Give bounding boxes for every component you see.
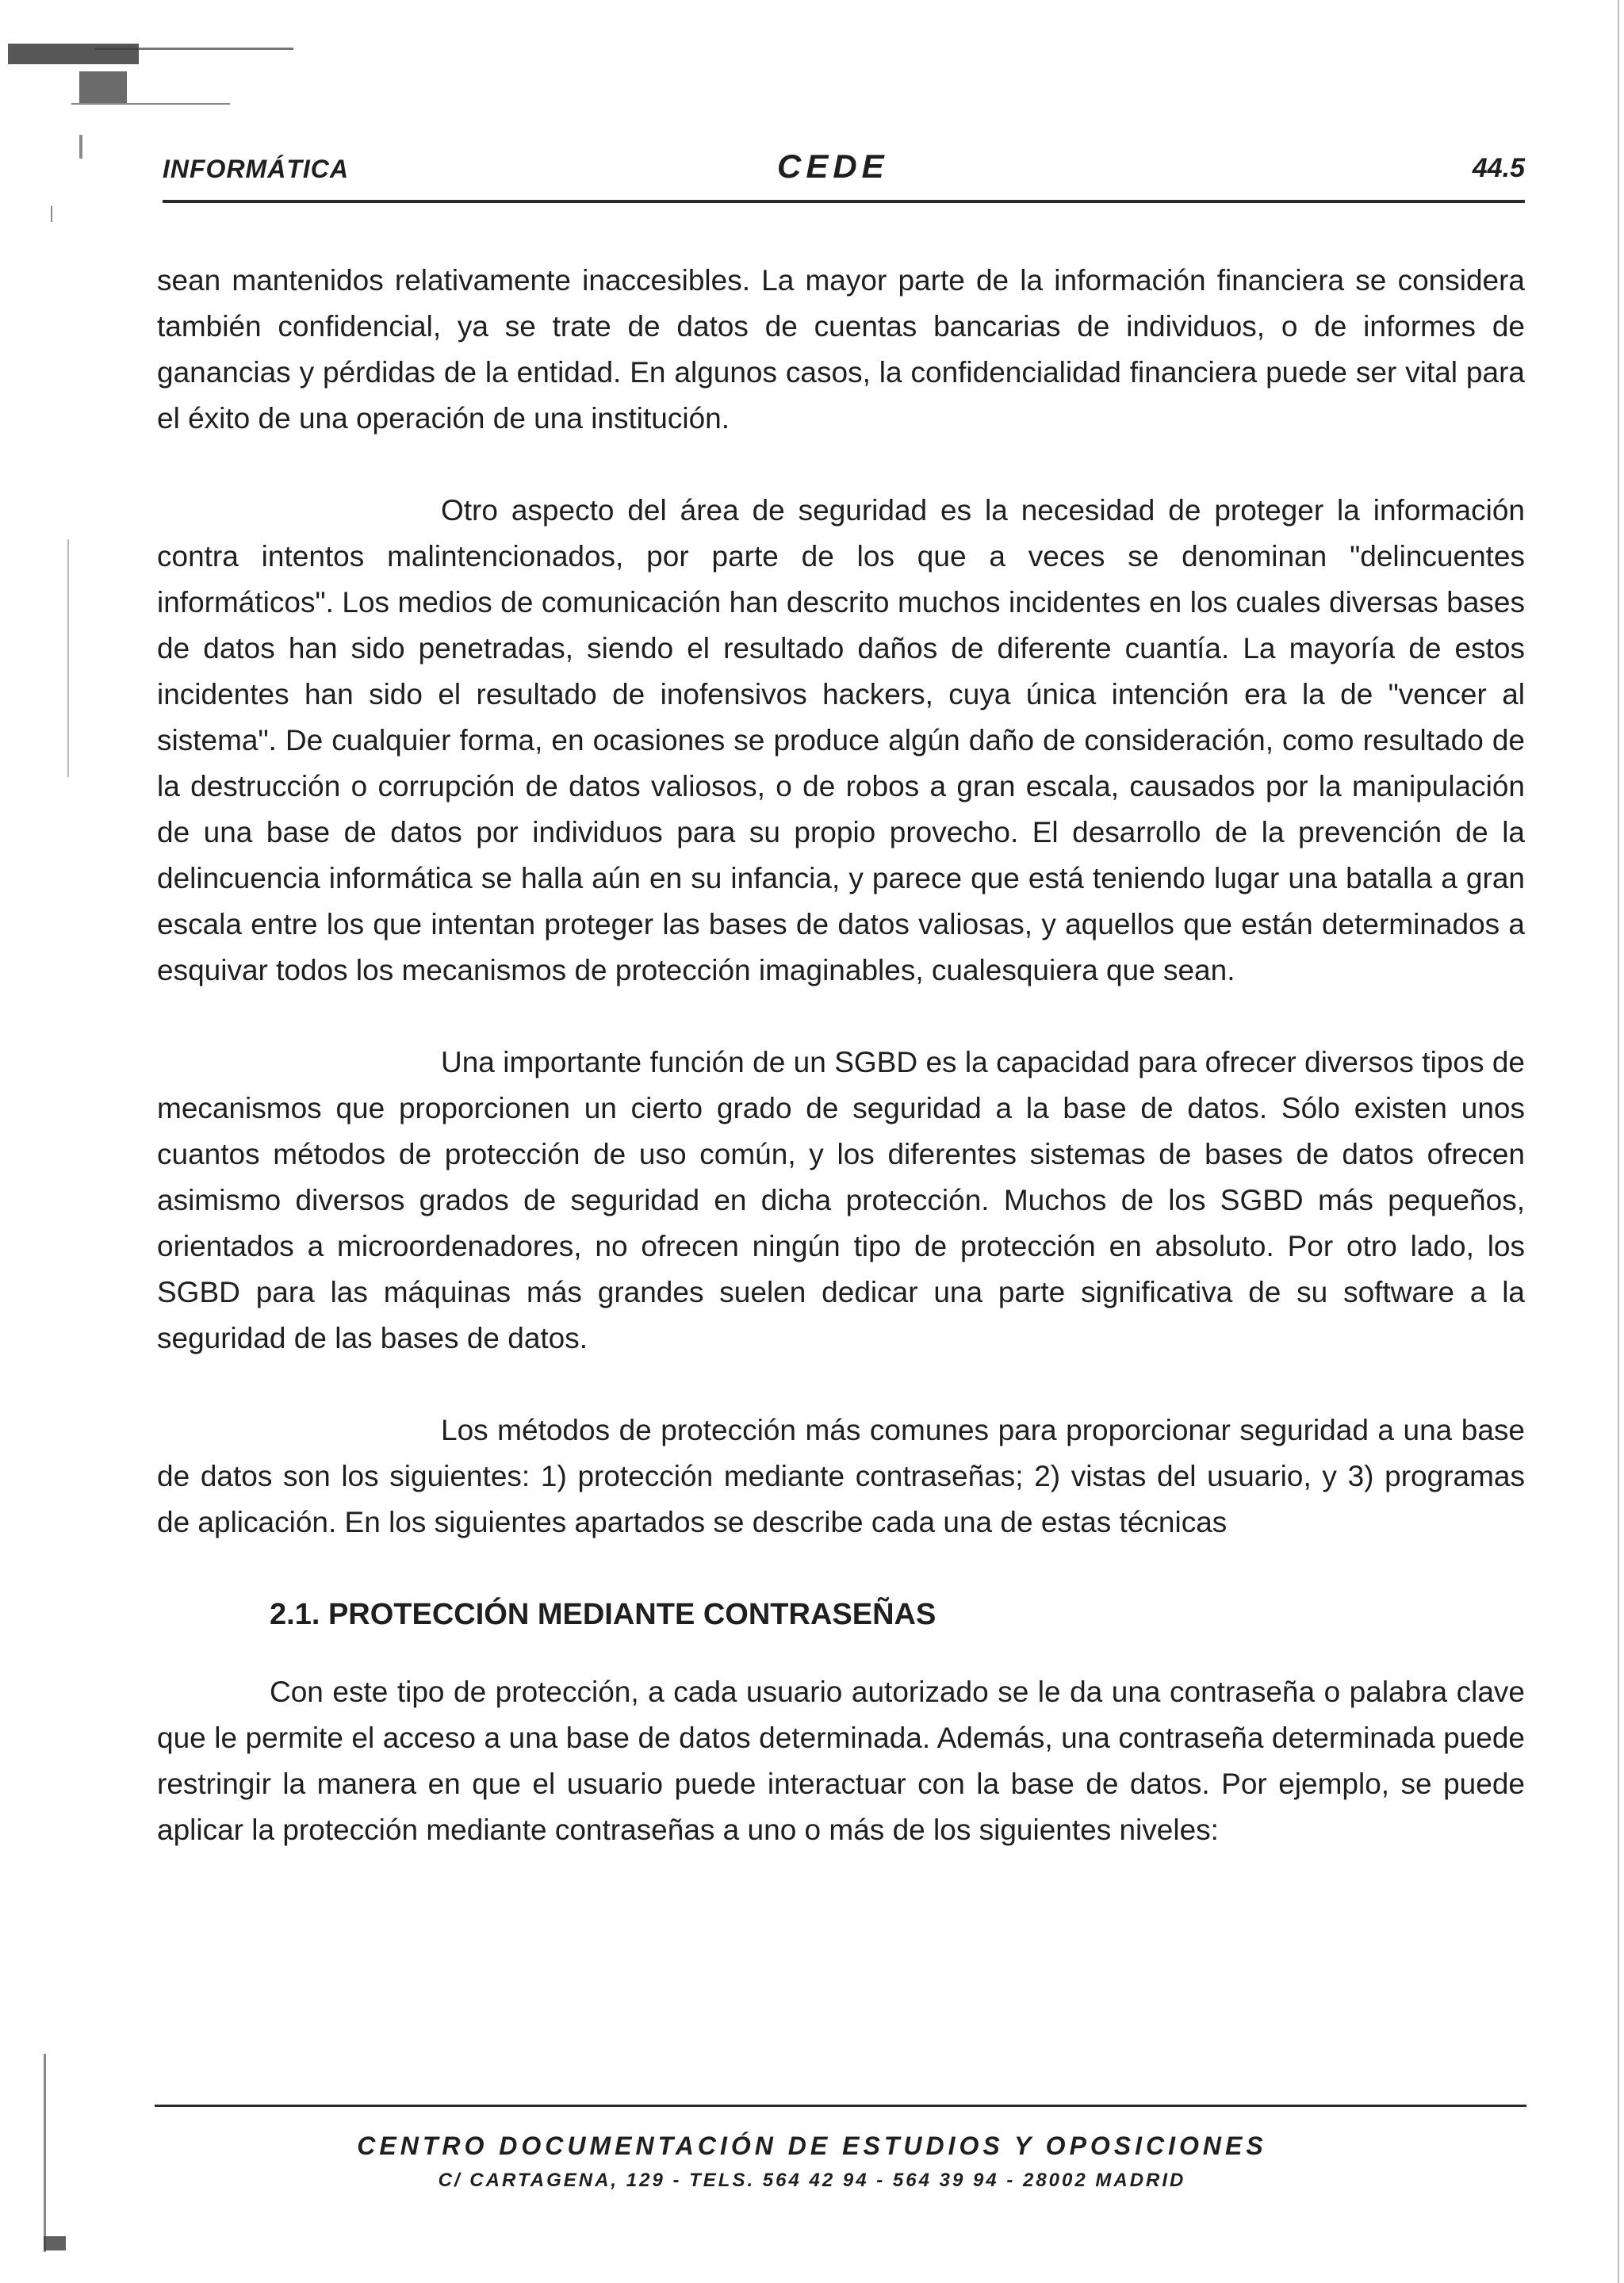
paragraph-metodos-proteccion: Los métodos de protección más comunes para proporcionar seguridad a una base de datos son los siguientes: 1) protección mediante contraseñas; 2) vistas del usuario, y 3) programas de aplicación. En los siguientes apartados se describe cada una de estas técnicas (157, 1414, 1525, 1538)
paragraph-continuation: sean mantenidos relativamente inaccesibles. La mayor parte de la información financiera se considera también confidencial, ya se trate de datos de cuentas bancarias de individuos, o de informes de ganancias y pérdidas de la entidad. En algunos casos, la confidencialidad financiera puede ser vital para el éxito de una operación de una institución. (157, 264, 1525, 435)
footer-organization: CENTRO DOCUMENTACIÓN DE ESTUDIOS Y OPOSICIONES (357, 2132, 1267, 2160)
header-publisher: CEDE (777, 147, 889, 185)
paragraph-delincuentes: Otro aspecto del área de seguridad es la necesidad de proteger la información contra intentos malintencionados, por parte de los que a veces se denominan "delincuentes informáticos". Los medios de comunicación han descrito muchos incidentes en los cuales diversas bases de datos han sido penetradas, siendo el resultado daños de diferente cuantía. La mayoría de estos incidentes han sido el resultado de inofensivos hackers, cuya única intención era la de "vencer al sistema". De cualquier forma, en ocasiones se produce algún daño de consideración, como resultado de la destrucción o corrupción de datos valiosos, o de robos a gran escala, causados por la manipulación de una base de datos por individuos para su propio provecho. El desarrollo de la prevención de la delincuencia informática se halla aún en su infancia, y parece que está teniendo lugar una batalla a gran escala entre los que intentan proteger las bases de datos valiosas, y aquellos que están determinados a esquivar todos los mecanismos de protección imaginables, cualesquiera que sean. (157, 494, 1525, 986)
right-edge-scan-line (1618, 0, 1619, 2283)
left-margin-scan-marks (24, 0, 71, 2283)
paragraph-sgbd-seguridad: Una importante función de un SGBD es la capacidad para ofrecer diversos tipos de mecanismos que proporcionen un cierto grado de seguridad a la base de datos. Sólo existen unos cuantos métodos de protección de uso común, y los diferentes sistemas de bases de datos ofrecen asimismo diversos grados de seguridad en dicha protección. Muchos de los SGBD más pequeños, orientados a microordenadores, no ofrecen ningún tipo de protección en absoluto. Por otro lado, los SGBD para las máquinas más grandes suelen dedicar una parte significativa de su software a la seguridad de las bases de datos. (157, 1046, 1525, 1354)
footer-rule (155, 2105, 1526, 2107)
running-header (163, 147, 1525, 190)
section-heading: 2.1. PROTECCIÓN MEDIANTE CONTRASEÑAS (270, 1598, 936, 1631)
page-number: 44.5 (1472, 153, 1525, 183)
page-content (157, 258, 1525, 1899)
footer-address: C/ CARTAGENA, 129 - TELS. 564 42 94 - 564 39 94 - 28002 MADRID (438, 2170, 1186, 2191)
header-rule (163, 200, 1525, 203)
header-subject: INFORMÁTICA (163, 155, 349, 183)
paragraph-contrasenas: Con este tipo de protección, a cada usuario autorizado se le da una contraseña o palabra clave que le permite el acceso a una base de datos determinada. Además, una contraseña determinada puede restringir la manera en que el usuario puede interactuar con la base de datos. Por ejemplo, se puede aplicar la protección mediante contraseñas a uno o más de los siguientes niveles: (157, 1676, 1525, 1846)
